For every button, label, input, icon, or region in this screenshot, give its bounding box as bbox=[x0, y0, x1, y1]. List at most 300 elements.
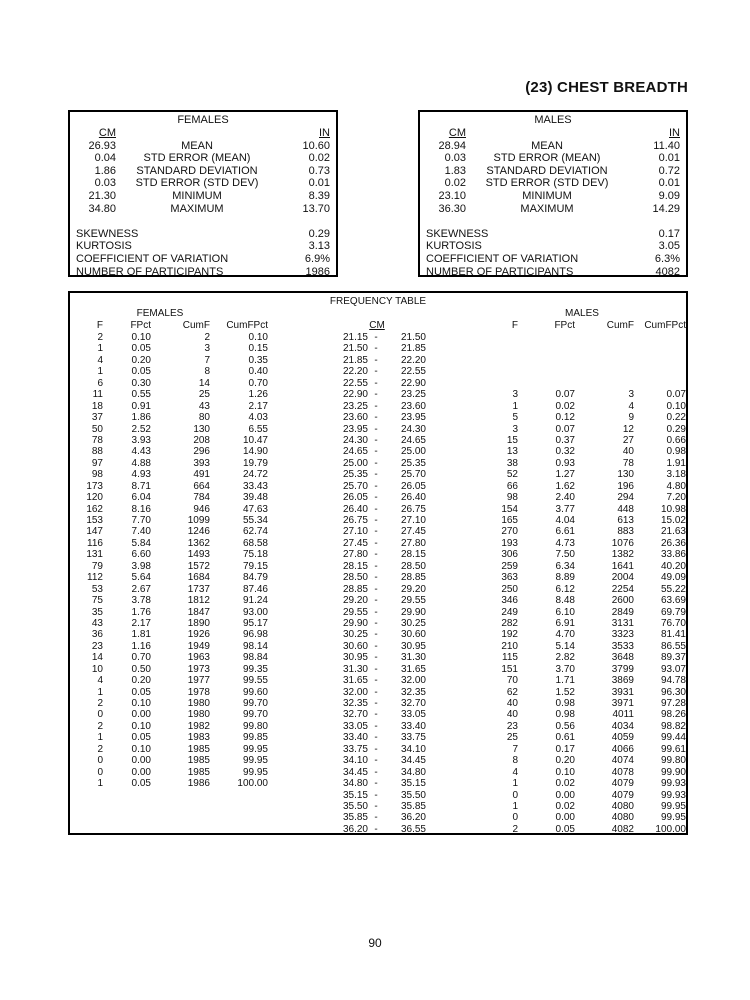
male-f: 0 bbox=[512, 812, 518, 824]
cm-range-high: 22.55 bbox=[400, 366, 426, 378]
cm-range-high: 26.05 bbox=[400, 480, 426, 492]
male-fpct: 0.02 bbox=[555, 400, 575, 412]
male-cumf: 9 bbox=[628, 412, 634, 424]
cm-range-low: 22.90 bbox=[342, 389, 368, 401]
female-f: 147 bbox=[86, 526, 103, 538]
cm-range-low: 30.60 bbox=[342, 640, 368, 652]
male-fpct: 1.52 bbox=[555, 686, 575, 698]
male-fpct bbox=[518, 355, 575, 366]
female-f: 1 bbox=[97, 778, 103, 790]
female-f: 0 bbox=[97, 766, 103, 778]
cm-range-high: 28.85 bbox=[400, 572, 426, 584]
summary-stat-row bbox=[70, 266, 336, 277]
cm-range-high: 29.55 bbox=[400, 595, 426, 607]
cm-range-low: 24.65 bbox=[342, 446, 368, 458]
male-cumfpct: 1.91 bbox=[666, 457, 686, 469]
male-cumf: 27 bbox=[622, 434, 634, 446]
in-value: 0.01 bbox=[308, 177, 330, 190]
cm-range-low: 23.25 bbox=[342, 400, 368, 412]
male-cumfpct: 0.10 bbox=[666, 400, 686, 412]
male-f bbox=[426, 366, 518, 377]
male-fpct: 6.91 bbox=[555, 617, 575, 629]
female-fpct: 4.43 bbox=[131, 446, 151, 458]
female-f: 6 bbox=[97, 377, 103, 389]
female-cumf: 1980 bbox=[187, 709, 210, 721]
female-f: 78 bbox=[91, 434, 103, 446]
female-f: 43 bbox=[91, 617, 103, 629]
female-f: 1 bbox=[97, 366, 103, 378]
frequency-row bbox=[70, 824, 686, 835]
female-fpct: 3.98 bbox=[131, 560, 151, 572]
cm-value: 0.03 bbox=[444, 152, 466, 165]
male-cumfpct: 0.66 bbox=[666, 434, 686, 446]
male-cumfpct: 100.00 bbox=[655, 823, 686, 835]
male-cumf: 4074 bbox=[611, 755, 634, 767]
spacer bbox=[70, 215, 336, 228]
frequency-row bbox=[70, 629, 686, 640]
male-fpct: 2.82 bbox=[555, 652, 575, 664]
female-cumfpct: 91.24 bbox=[242, 595, 268, 607]
frequency-row bbox=[70, 641, 686, 652]
male-fpct: 4.70 bbox=[555, 629, 575, 641]
female-f: 23 bbox=[91, 640, 103, 652]
male-f: 115 bbox=[502, 652, 518, 664]
female-fpct: 0.00 bbox=[131, 709, 151, 721]
male-f: 40 bbox=[506, 698, 518, 709]
female-cumfpct: 19.79 bbox=[242, 457, 268, 469]
stat-label: NUMBER OF PARTICIPANTS bbox=[76, 265, 224, 277]
female-cumfpct: 99.70 bbox=[242, 709, 268, 721]
cm-range-high: 30.25 bbox=[400, 617, 426, 629]
male-cumf: 3 bbox=[628, 389, 634, 401]
male-fpct: 4.04 bbox=[555, 515, 575, 526]
male-f: 259 bbox=[501, 560, 518, 572]
female-cumf: 1099 bbox=[187, 515, 210, 526]
range-dash: - bbox=[374, 583, 378, 595]
female-fpct: 0.70 bbox=[131, 652, 151, 664]
males-summary-header-row bbox=[420, 127, 686, 140]
frequency-row bbox=[70, 744, 686, 755]
female-cumf: 2 bbox=[204, 332, 210, 343]
male-cumfpct: 99.95 bbox=[660, 812, 686, 824]
frequency-row bbox=[70, 561, 686, 572]
cm-range-high: 36.20 bbox=[400, 812, 426, 824]
cm-range-low: 28.15 bbox=[342, 560, 368, 572]
range-dash: - bbox=[374, 686, 378, 698]
stat-label: MINIMUM bbox=[172, 189, 222, 202]
cm-range-high: 36.55 bbox=[400, 823, 426, 835]
male-cumfpct: 99.93 bbox=[660, 789, 686, 801]
frequency-table bbox=[68, 291, 688, 835]
female-cumfpct: 0.15 bbox=[248, 343, 268, 355]
stat-label: STD ERROR (MEAN) bbox=[143, 152, 251, 165]
female-cumf: 1362 bbox=[187, 537, 210, 549]
female-fpct: 2.17 bbox=[131, 617, 151, 629]
in-value: 0.02 bbox=[308, 152, 330, 165]
male-cumf bbox=[575, 332, 634, 343]
stat-label: STANDARD DEVIATION bbox=[486, 164, 608, 177]
female-cumf: 491 bbox=[193, 469, 210, 481]
col-header-cumf: CumF bbox=[606, 320, 634, 331]
cm-value: 28.94 bbox=[438, 139, 466, 152]
female-fpct: 0.10 bbox=[131, 698, 151, 709]
cm-range-low: 30.25 bbox=[342, 629, 368, 641]
female-cumfpct: 0.70 bbox=[248, 377, 268, 389]
female-cumfpct: 93.00 bbox=[242, 606, 268, 618]
female-fpct: 5.84 bbox=[131, 537, 151, 549]
cm-range-high: 30.95 bbox=[400, 640, 426, 652]
in-value: 13.70 bbox=[302, 202, 330, 215]
male-cumf: 130 bbox=[617, 469, 634, 481]
cm-range-high: 33.75 bbox=[400, 732, 426, 744]
summary-row bbox=[420, 203, 686, 216]
male-cumf: 3533 bbox=[611, 640, 634, 652]
male-fpct: 0.37 bbox=[555, 434, 575, 446]
summary-row bbox=[420, 152, 686, 165]
male-cumfpct: 99.90 bbox=[660, 766, 686, 778]
cm-range-low: 35.50 bbox=[342, 800, 368, 812]
female-cumf: 8 bbox=[204, 366, 210, 378]
female-cumf: 1986 bbox=[187, 778, 210, 790]
range-dash: - bbox=[374, 629, 378, 641]
male-fpct: 6.61 bbox=[555, 526, 575, 538]
female-cumfpct: 10.47 bbox=[242, 434, 268, 446]
stat-label: MAXIMUM bbox=[520, 202, 574, 215]
frequency-row bbox=[70, 812, 686, 823]
frequency-row bbox=[70, 492, 686, 503]
female-fpct: 2.52 bbox=[131, 423, 151, 435]
female-cumf: 25 bbox=[198, 389, 210, 401]
range-dash: - bbox=[374, 766, 378, 778]
female-cumf bbox=[151, 824, 210, 835]
male-cumfpct: 99.61 bbox=[660, 743, 686, 755]
female-f: 98 bbox=[91, 469, 103, 481]
male-fpct: 4.73 bbox=[555, 537, 575, 549]
cm-value: 0.02 bbox=[444, 177, 466, 190]
female-cumfpct: 0.35 bbox=[248, 354, 268, 366]
female-cumf: 1949 bbox=[187, 640, 210, 652]
range-dash: - bbox=[374, 572, 378, 584]
male-cumfpct bbox=[634, 343, 686, 354]
cm-range-high: 25.35 bbox=[400, 457, 426, 469]
cm-range-high: 29.90 bbox=[400, 606, 426, 618]
summary-row bbox=[70, 190, 336, 203]
cm-range-high: 33.05 bbox=[400, 709, 426, 721]
female-cumf: 1493 bbox=[187, 549, 210, 561]
female-fpct: 1.76 bbox=[131, 606, 151, 618]
stat-value: 1986 bbox=[305, 265, 330, 277]
females-summary-header-row bbox=[70, 127, 336, 140]
stat-label: COEFFICIENT OF VARIATION bbox=[426, 252, 579, 265]
male-cumfpct: 76.70 bbox=[660, 617, 686, 629]
cm-range-high: 22.90 bbox=[400, 377, 426, 389]
female-f: 162 bbox=[86, 503, 103, 515]
cm-range-high: 33.40 bbox=[400, 720, 426, 732]
male-fpct: 0.00 bbox=[555, 789, 575, 801]
stat-label: COEFFICIENT OF VARIATION bbox=[76, 252, 229, 265]
frequency-row bbox=[70, 401, 686, 412]
females-summary-rows bbox=[70, 140, 336, 216]
cm-range-low: 27.80 bbox=[342, 549, 368, 561]
male-cumfpct: 49.09 bbox=[660, 572, 686, 584]
female-fpct: 0.00 bbox=[131, 755, 151, 767]
male-cumfpct: 96.30 bbox=[660, 686, 686, 698]
col-header-f: F bbox=[511, 320, 518, 331]
cm-range-high: 21.50 bbox=[400, 332, 426, 343]
cm-value: 26.93 bbox=[88, 139, 116, 152]
cm-range-low: 34.80 bbox=[342, 778, 368, 790]
female-cumfpct: 100.00 bbox=[237, 778, 268, 790]
frequency-row bbox=[70, 778, 686, 789]
male-f: 0 bbox=[512, 789, 518, 801]
cm-range-high: 34.10 bbox=[400, 743, 426, 755]
summary-stat-row bbox=[420, 228, 686, 241]
range-dash: - bbox=[374, 537, 378, 549]
male-cumf bbox=[575, 355, 634, 366]
male-fpct: 3.77 bbox=[555, 503, 575, 515]
cm-range-high: 27.80 bbox=[400, 537, 426, 549]
female-cumf: 80 bbox=[198, 412, 210, 424]
male-cumfpct: 26.36 bbox=[660, 537, 686, 549]
frequency-row bbox=[70, 755, 686, 766]
female-fpct: 0.05 bbox=[131, 778, 151, 790]
female-cumf: 7 bbox=[204, 354, 210, 366]
female-f: 2 bbox=[97, 743, 103, 755]
female-fpct bbox=[103, 812, 151, 823]
female-f: 1 bbox=[97, 686, 103, 698]
female-cumf: 1963 bbox=[187, 652, 210, 664]
male-cumf: 613 bbox=[617, 515, 634, 526]
frequency-row bbox=[70, 572, 686, 583]
frequency-row bbox=[70, 538, 686, 549]
frequency-row bbox=[70, 424, 686, 435]
male-cumfpct: 0.29 bbox=[666, 423, 686, 435]
female-fpct: 0.91 bbox=[131, 400, 151, 412]
frequency-row bbox=[70, 607, 686, 618]
males-summary-rows bbox=[420, 140, 686, 216]
range-dash: - bbox=[374, 332, 378, 343]
male-cumf: 40 bbox=[622, 446, 634, 458]
male-cumfpct: 7.20 bbox=[666, 492, 686, 504]
female-cumf: 393 bbox=[193, 457, 210, 469]
male-cumf: 196 bbox=[617, 480, 634, 492]
male-fpct: 8.89 bbox=[555, 572, 575, 584]
frequency-row bbox=[70, 767, 686, 778]
range-dash: - bbox=[374, 812, 378, 824]
range-dash: - bbox=[374, 743, 378, 755]
cm-range-high: 32.70 bbox=[400, 698, 426, 709]
male-f: 192 bbox=[501, 629, 518, 641]
frequency-row bbox=[70, 343, 686, 354]
stat-label: MAXIMUM bbox=[170, 202, 224, 215]
summary-row bbox=[420, 177, 686, 190]
male-cumfpct bbox=[634, 355, 686, 366]
male-f: 8 bbox=[512, 755, 518, 767]
cm-range-high: 27.10 bbox=[400, 515, 426, 526]
female-fpct: 2.67 bbox=[131, 583, 151, 595]
female-f: 10 bbox=[91, 663, 103, 675]
cm-range-high: 24.30 bbox=[400, 423, 426, 435]
females-summary-title: FEMALES bbox=[177, 114, 229, 126]
male-cumfpct: 15.02 bbox=[660, 515, 686, 526]
male-f: 210 bbox=[501, 640, 518, 652]
range-dash: - bbox=[374, 720, 378, 732]
frequency-row bbox=[70, 504, 686, 515]
male-cumfpct: 40.20 bbox=[660, 560, 686, 572]
stat-label: KURTOSIS bbox=[76, 240, 132, 253]
in-value: 0.73 bbox=[308, 164, 330, 177]
stat-label: STD ERROR (STD DEV) bbox=[135, 177, 259, 190]
female-cumf bbox=[151, 790, 210, 801]
col-header-cumfpct: CumFPct bbox=[644, 320, 686, 331]
female-f: 0 bbox=[97, 709, 103, 721]
male-cumf: 4034 bbox=[611, 720, 634, 732]
cm-range-low: 23.60 bbox=[342, 412, 368, 424]
female-f: 1 bbox=[97, 732, 103, 744]
male-f: 363 bbox=[501, 572, 518, 584]
frequency-table-body bbox=[70, 332, 686, 835]
frequency-row bbox=[70, 515, 686, 526]
male-cumf: 4011 bbox=[612, 709, 634, 721]
summary-stat-row bbox=[420, 266, 686, 277]
female-f: 35 bbox=[91, 606, 103, 618]
male-f: 4 bbox=[512, 766, 518, 778]
female-f: 2 bbox=[97, 720, 103, 732]
col-header-cumfpct: CumFPct bbox=[226, 320, 268, 331]
male-cumf: 3971 bbox=[611, 698, 634, 709]
range-dash: - bbox=[374, 789, 378, 801]
cm-value: 0.03 bbox=[94, 177, 116, 190]
female-cumfpct: 98.14 bbox=[242, 640, 268, 652]
male-cumfpct: 3.18 bbox=[666, 469, 686, 481]
stat-label: MEAN bbox=[181, 139, 213, 152]
male-fpct bbox=[518, 332, 575, 343]
female-cumfpct: 99.95 bbox=[242, 755, 268, 767]
female-fpct: 0.20 bbox=[131, 354, 151, 366]
female-fpct: 5.64 bbox=[131, 572, 151, 584]
col-header-fpct: FPct bbox=[130, 320, 151, 331]
frequency-row bbox=[70, 332, 686, 343]
summary-stat-row bbox=[420, 240, 686, 253]
cm-range-low: 21.50 bbox=[342, 343, 368, 355]
male-fpct: 0.98 bbox=[555, 698, 575, 709]
female-fpct: 4.88 bbox=[131, 457, 151, 469]
range-dash: - bbox=[374, 343, 378, 355]
cm-range-low: 29.55 bbox=[342, 606, 368, 618]
frequency-row bbox=[70, 790, 686, 801]
stat-label: STD ERROR (STD DEV) bbox=[485, 177, 609, 190]
male-fpct: 6.10 bbox=[555, 606, 575, 618]
female-cumf: 1985 bbox=[187, 743, 210, 755]
male-f: 1 bbox=[512, 400, 518, 412]
cm-range-low: 25.70 bbox=[342, 480, 368, 492]
cm-value: 36.30 bbox=[438, 202, 466, 215]
female-cumfpct: 47.63 bbox=[242, 503, 268, 515]
female-cumfpct: 95.17 bbox=[242, 617, 268, 629]
cm-range-high: 31.65 bbox=[400, 663, 426, 675]
female-cumfpct: 79.15 bbox=[242, 560, 268, 572]
female-cumf: 1812 bbox=[187, 595, 210, 607]
male-f: 38 bbox=[506, 457, 518, 469]
frequency-row bbox=[70, 801, 686, 812]
frequency-table-group-row bbox=[70, 308, 686, 320]
frequency-row bbox=[70, 366, 686, 377]
cm-range-high: 28.15 bbox=[400, 549, 426, 561]
range-dash: - bbox=[374, 434, 378, 446]
spacer bbox=[420, 215, 686, 228]
male-f: 5 bbox=[512, 412, 518, 424]
female-cumfpct: 84.79 bbox=[242, 572, 268, 584]
female-fpct: 0.10 bbox=[131, 332, 151, 343]
frequency-row bbox=[70, 618, 686, 629]
stat-value: 6.3% bbox=[654, 252, 680, 265]
female-fpct: 0.10 bbox=[131, 743, 151, 755]
male-fpct: 0.02 bbox=[555, 800, 575, 812]
male-fpct: 0.10 bbox=[555, 766, 575, 778]
female-cumf bbox=[151, 801, 210, 812]
cm-range-low: 33.40 bbox=[342, 732, 368, 744]
range-dash: - bbox=[374, 800, 378, 812]
male-cumf: 3931 bbox=[611, 686, 634, 698]
female-f: 97 bbox=[91, 457, 103, 469]
frequency-row bbox=[70, 732, 686, 743]
cm-range-high: 21.85 bbox=[400, 343, 426, 355]
male-f: 23 bbox=[506, 720, 518, 732]
cm-range-high: 23.60 bbox=[400, 400, 426, 412]
male-cumfpct: 98.26 bbox=[660, 709, 686, 721]
cm-range-high: 30.60 bbox=[400, 629, 426, 641]
female-cumf: 1980 bbox=[187, 698, 210, 709]
male-fpct: 0.56 bbox=[555, 720, 575, 732]
male-cumfpct: 33.86 bbox=[660, 549, 686, 561]
male-cumf: 3799 bbox=[611, 663, 634, 675]
male-cumfpct bbox=[634, 378, 686, 389]
female-cumfpct bbox=[210, 801, 268, 812]
male-cumf: 4078 bbox=[611, 766, 634, 778]
female-cumf: 1926 bbox=[187, 629, 210, 641]
male-fpct: 1.27 bbox=[555, 469, 575, 481]
female-cumfpct: 0.40 bbox=[248, 366, 268, 378]
female-cumfpct: 98.84 bbox=[242, 652, 268, 664]
in-column-header: IN bbox=[669, 127, 680, 139]
male-cumf: 3869 bbox=[611, 675, 634, 687]
male-cumf: 2004 bbox=[611, 572, 634, 584]
female-f: 14 bbox=[91, 652, 103, 664]
range-dash: - bbox=[374, 595, 378, 607]
frequency-row bbox=[70, 549, 686, 560]
female-cumfpct: 99.70 bbox=[242, 698, 268, 709]
males-group-label: MALES bbox=[565, 308, 599, 319]
cm-range-low: 31.30 bbox=[342, 663, 368, 675]
male-cumf: 2600 bbox=[611, 595, 634, 607]
range-dash: - bbox=[374, 640, 378, 652]
female-cumfpct bbox=[210, 812, 268, 823]
male-cumf: 4079 bbox=[611, 778, 634, 790]
stat-label: STANDARD DEVIATION bbox=[136, 164, 258, 177]
cm-range-high: 35.85 bbox=[400, 800, 426, 812]
cm-range-high: 23.25 bbox=[400, 389, 426, 401]
cm-range-low: 22.55 bbox=[342, 377, 368, 389]
frequency-row bbox=[70, 458, 686, 469]
cm-range-low: 34.45 bbox=[342, 766, 368, 778]
stat-label: STD ERROR (MEAN) bbox=[493, 152, 601, 165]
cm-range-high: 22.20 bbox=[400, 354, 426, 366]
male-cumf: 1641 bbox=[611, 560, 634, 572]
summary-row bbox=[420, 140, 686, 153]
frequency-row bbox=[70, 721, 686, 732]
female-f: 4 bbox=[97, 675, 103, 687]
female-cumfpct bbox=[210, 824, 268, 835]
